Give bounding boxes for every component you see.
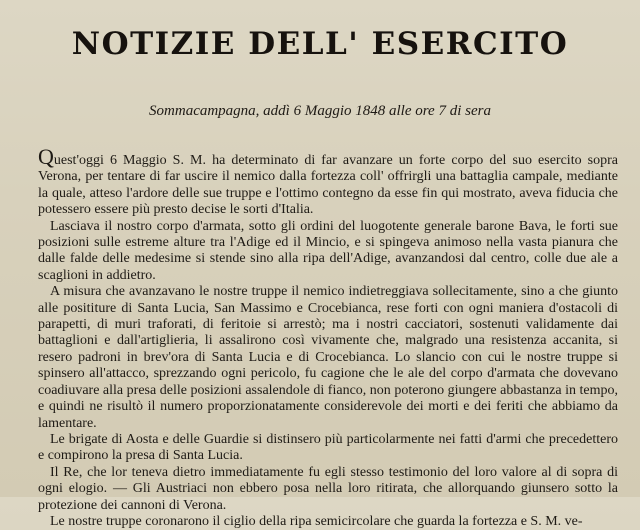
- dateline: Sommacampagna, addì 6 Maggio 1848 alle ore 7 di sera: [149, 103, 491, 119]
- paragraph-text: uest'oggi 6 Maggio S. M. ha determinato di far avanzare un forte corpo del suo esercito sopra Verona, per tentare di far uscire il nemico dalla fortezza coll' offrirgli una battaglia campale, mediante la quale, atteso l'ardore delle sue truppe e l'ottimo contegno da esse fin qui mostrato, aveva fiducia che potessero essere più presto decise le sorti d'Italia.: [38, 153, 618, 218]
- paragraph: Lasciava il nostro corpo d'armata, sotto gli ordini del luogotente generale barone Bava, le forti sue posizioni sulle estreme alture tra l'Adige ed il Mincio, e si spingeva animoso nella vasta pianura che dalle falde delle medesime si stende sino alla ripa dell'Adige, avanzandosi dal centro, colle due ale a scaglioni in addietro.: [38, 218, 618, 283]
- paragraph: Le brigate di Aosta e delle Guardie si distinsero più particolarmente nei fatti d'armi che precedettero e compirono la presa di Santa Lucia.: [38, 431, 618, 464]
- paragraph: Il Re, che lor teneva dietro immediatamente fu egli stesso testimonio del loro valore al di sopra di ogni elogio. — Gli Austriaci non ebbero posa nella loro ritirata, che allorquando giunsero sotto la protezione dei cannoni di Verona.: [38, 464, 618, 513]
- document-title: NOTIZIE DELL' ESERCITO: [71, 26, 569, 62]
- document-body: [38, 144, 618, 530]
- paragraph: Le nostre truppe coronarono il ciglio della ripa semicircolare che guarda la fortezza e S. M. ve-: [50, 513, 583, 529]
- paragraph: [38, 144, 618, 219]
- drop-cap: Q: [38, 144, 54, 169]
- paragraph: A misura che avanzavano le nostre truppe il nemico indietreggiava sollecitamente, sino a che giunto alle posititure di Santa Lucia, San Massimo e Crocebianca, rese forti con ogni maniera d'ostacoli di parapetti, di muri traforati, di feritoie si arrestò; ma i nostri cacciatori, sostenuti validamente dai battaglioni e dall'artiglieria, li assalirono così vivamente che, malgrado una resistenza accanita, si resero padroni in brev'ora di Santa Lucia e di Crocebianca. Lo slancio con cui le nostre truppe si spinsero all'attacco, sprezzando ogni pericolo, fu cagione che le ale del corpo d'armata che dovevano coadiuvare alla presa delle posizioni assalendole di fianco, non poterono giungere abbastanza in tempo, e quindi ne risultò il numero proporzionatamente considerevole dei morti e dei feriti che abbiamo da lamentare.: [38, 284, 618, 431]
